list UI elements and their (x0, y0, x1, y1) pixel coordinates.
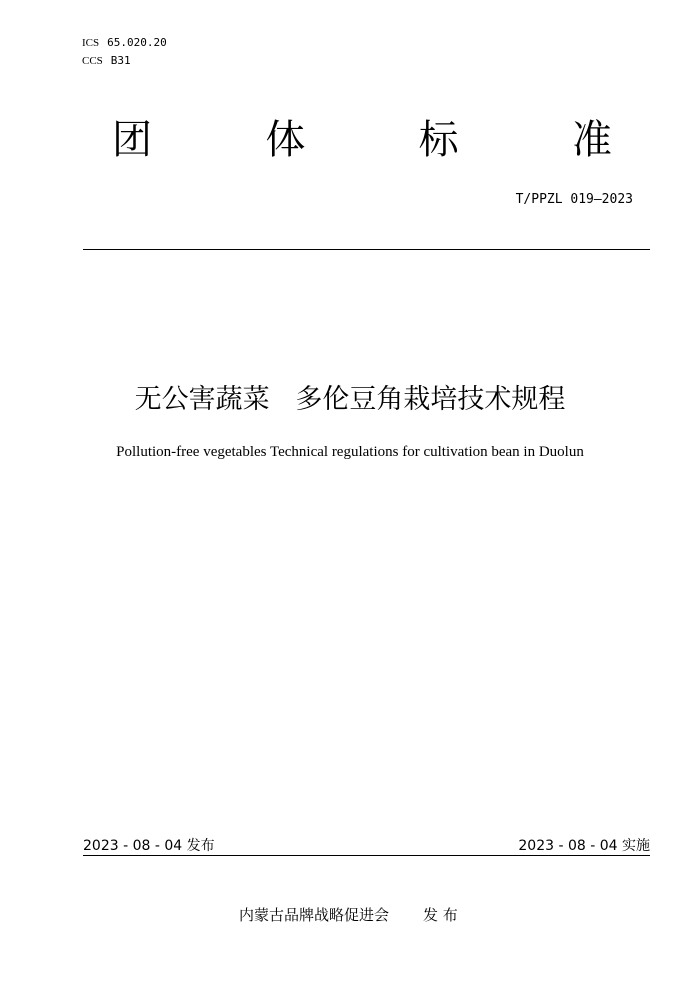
ics-label: ICS (82, 37, 100, 49)
ccs-code: B31 (110, 54, 131, 67)
ccs-label: CCS (82, 55, 103, 67)
classification-codes (82, 34, 167, 70)
document-type-heading (112, 114, 612, 166)
doc-type-char: 准 (571, 117, 612, 163)
publisher-line (239, 904, 458, 925)
issue-date: 2023 - 08 - 04 发布 (83, 838, 215, 854)
doc-type-char: 体 (265, 117, 306, 163)
doc-type-char: 标 (418, 117, 459, 163)
ics-code: 65.020.20 (107, 36, 167, 49)
doc-type-char: 团 (112, 117, 152, 163)
implementation-date: 2023 - 08 - 04 实施 (518, 838, 650, 854)
standard-number: T/PPZL 019—2023 (515, 192, 633, 207)
footer-divider (83, 855, 650, 856)
publisher-name: 内蒙古品牌战略促进会 (239, 906, 390, 924)
ics-row (82, 34, 167, 52)
header-divider (83, 249, 650, 250)
publisher-action: 发 布 (423, 906, 458, 924)
document-title-english: Pollution-free vegetables Technical regulations for cultivation bean in Duolun (116, 444, 584, 460)
document-title-chinese: 无公害蔬菜 多伦豆角栽培技术规程 (134, 384, 566, 415)
ccs-row (82, 52, 167, 70)
